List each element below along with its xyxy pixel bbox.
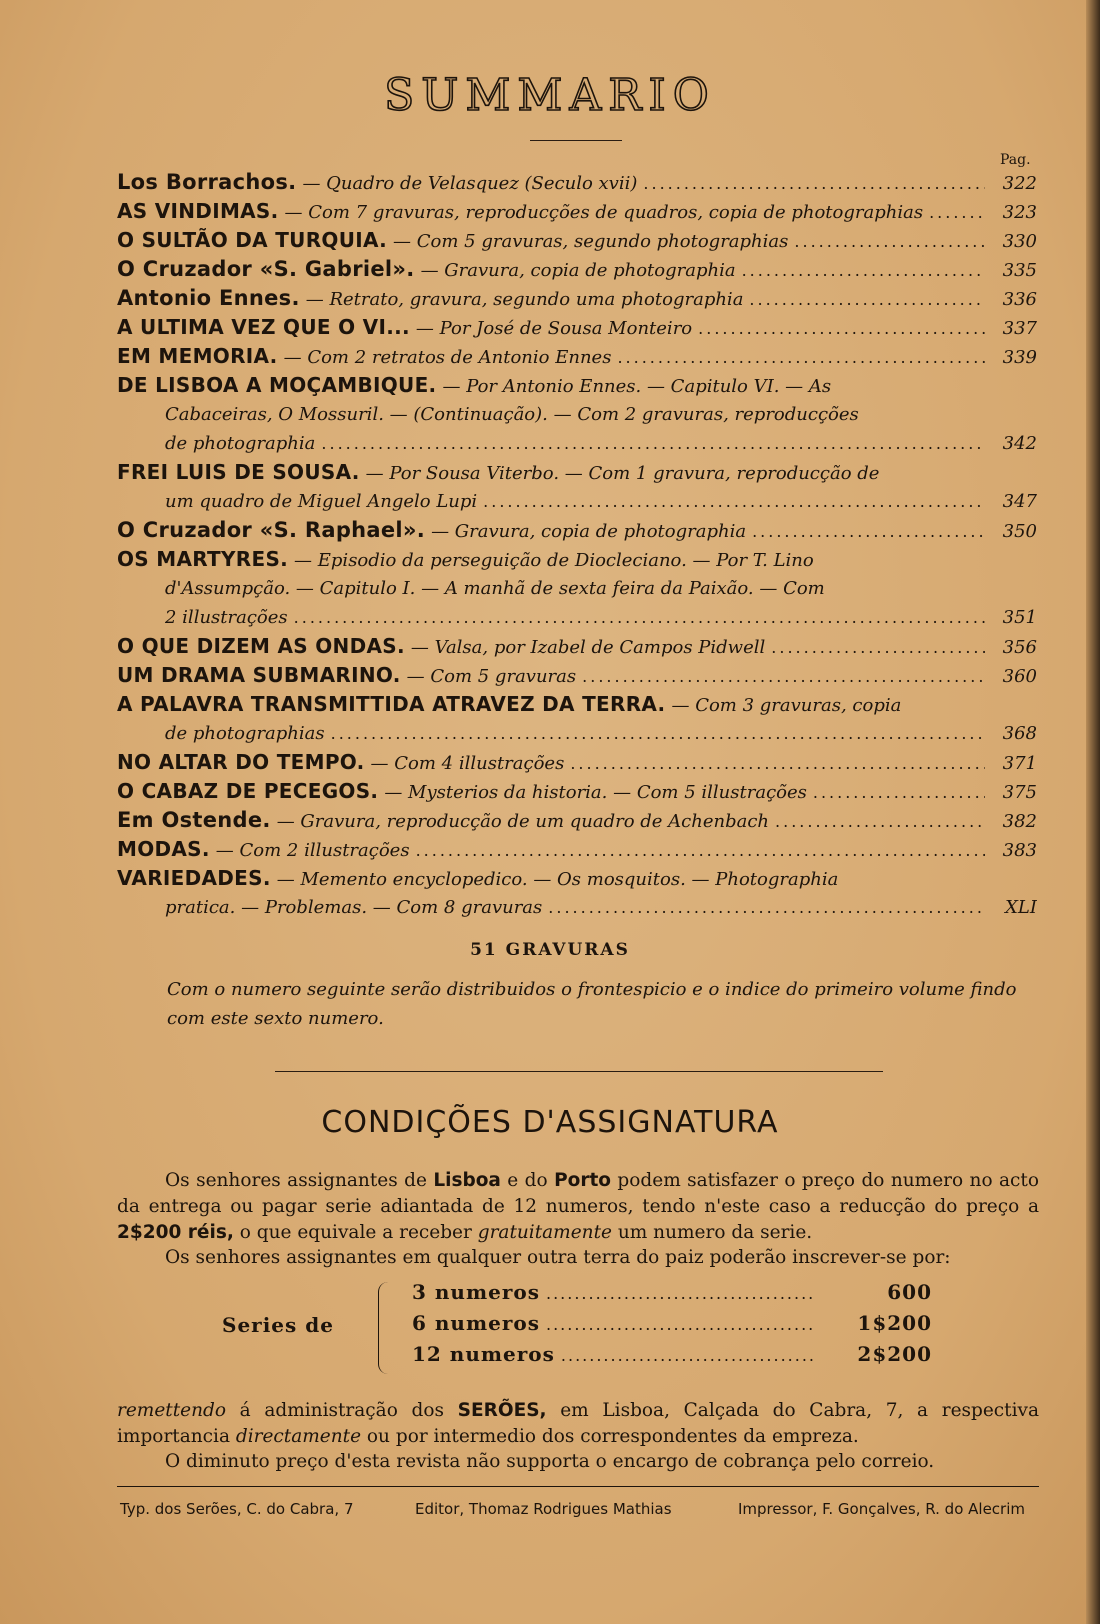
p1-bold-lisboa: Lisboa	[433, 1170, 501, 1191]
toc-description: — Com 7 gravuras, reproducções de quadros, copia de photographias	[284, 202, 924, 223]
toc-description: Cabaceiras, O Mossuril. — (Continuação). — Com 2 gravuras, reproducções	[165, 404, 859, 425]
toc-description: — Com 4 illustrações	[370, 753, 565, 774]
toc-line	[117, 371, 1037, 400]
leader-dots	[546, 1315, 816, 1334]
toc-page-number: 342	[1002, 433, 1037, 454]
toc-entry	[117, 458, 1037, 516]
page-title: SUMMARIO	[384, 70, 716, 121]
toc-line	[117, 342, 1037, 371]
toc-description: — Gravura, copia de photographia	[420, 260, 736, 281]
leader-dots	[749, 285, 985, 313]
toc-heading: Los Borrachos.	[117, 170, 297, 194]
p1-bold-price: 2$200 réis,	[117, 1222, 234, 1243]
leader-dots	[794, 227, 985, 255]
toc-page-number: 336	[1002, 289, 1037, 310]
toc-description: — Episodio da perseguição de Diocleciano. — Por T. Lino	[294, 550, 814, 571]
toc-line	[117, 603, 1037, 632]
p1-text-3: podem satisfazer o preço do numero no acto da entrega ou pagar serie adiantada de 12 numeros, tendo n'este caso a reducção do preço a	[117, 1170, 1039, 1217]
toc-heading: FREI LUIS DE SOUSA.	[117, 460, 360, 484]
toc-heading: Antonio Ennes.	[117, 286, 300, 310]
toc-description: — Com 5 gravuras, segundo photographias	[393, 231, 789, 252]
toc-line	[117, 429, 1037, 458]
toc-heading: O Cruzador «S. Raphael».	[117, 518, 426, 542]
p1-text-2: e do	[500, 1170, 555, 1191]
leader-dots	[775, 807, 985, 835]
conditions-paragraph-4: O diminuto preço d'esta revista não supporta o encargo de cobrança pelo correio.	[165, 1451, 935, 1472]
toc-entry	[117, 661, 1037, 690]
toc-line	[117, 197, 1037, 226]
toc-heading: UM DRAMA SUBMARINO.	[117, 663, 401, 687]
toc-page-number: 339	[1002, 347, 1037, 368]
leader-dots	[321, 429, 985, 458]
toc-description: — Com 5 gravuras	[406, 666, 577, 687]
toc-heading: Em Ostende.	[117, 808, 271, 832]
toc-description: — Valsa, por Izabel de Campos Pidwell	[410, 637, 766, 658]
series-brace	[378, 1282, 391, 1374]
toc-page-number: 335	[1002, 260, 1037, 281]
toc-line	[117, 690, 1037, 719]
toc-description: — Com 3 gravuras, copia	[671, 695, 902, 716]
toc-description: — Com 2 retratos de Antonio Ennes	[283, 347, 612, 368]
toc-entry	[117, 284, 1037, 313]
toc-heading: OS MARTYRES.	[117, 547, 289, 571]
toc-line	[117, 400, 1037, 429]
p1-text-1: Os senhores assignantes de	[165, 1170, 434, 1191]
leader-dots	[548, 893, 985, 922]
toc-line	[117, 516, 1037, 545]
p3-bold-seroes: SERÕES,	[457, 1400, 547, 1421]
toc-line	[117, 661, 1037, 690]
toc-page-number: 347	[1002, 491, 1037, 512]
p3-italic-remettendo: remettendo	[117, 1400, 226, 1421]
editorial-note: Com o numero seguinte serão distribuidos o frontespicio e o indice do primeiro volume findo com este sexto numero.	[167, 979, 1017, 1029]
leader-dots	[331, 719, 985, 748]
toc-heading: VARIEDADES.	[117, 866, 271, 890]
leader-dots	[294, 603, 985, 632]
toc-page-number: 351	[1002, 607, 1037, 628]
footer-rule	[117, 1486, 1039, 1487]
toc-entry	[117, 835, 1037, 864]
toc-heading: A ULTIMA VEZ QUE O VI...	[117, 315, 410, 339]
leader-dots	[570, 749, 985, 777]
series-price: 600	[887, 1280, 932, 1304]
toc-heading: O Cruzador «S. Gabriel».	[117, 257, 415, 281]
leader-dots	[698, 314, 985, 342]
series-label: Series de	[222, 1313, 334, 1337]
leader-dots	[582, 662, 985, 690]
section-divider	[275, 1071, 883, 1072]
toc-heading: NO ALTAR DO TEMPO.	[117, 750, 365, 774]
gravuras-count: 51 GRAVURAS	[470, 940, 630, 960]
toc-page-number: 360	[1002, 666, 1037, 687]
toc-page-number: 375	[1002, 782, 1037, 803]
toc-page-number: 330	[1002, 231, 1037, 252]
p3-text-1: á administração dos	[226, 1400, 458, 1421]
toc-description: pratica. — Problemas. — Com 8 gravuras	[165, 897, 543, 918]
toc-description: um quadro de Miguel Angelo Lupi	[165, 491, 478, 512]
leader-dots	[752, 517, 985, 545]
toc-line	[117, 284, 1037, 313]
toc-entry	[117, 516, 1037, 545]
toc-heading: A PALAVRA TRANSMITTIDA ATRAVEZ DA TERRA.	[117, 692, 666, 716]
leader-dots	[771, 633, 985, 661]
footer-editor: Editor, Thomaz Rodrigues Mathias	[415, 1500, 672, 1518]
toc-line	[117, 574, 1037, 603]
footer-impressor: Impressor, F. Gonçalves, R. do Alecrim	[738, 1500, 1025, 1518]
leader-dots	[742, 256, 985, 284]
toc-entry	[117, 748, 1037, 777]
footer-printer: Typ. dos Serões, C. do Cabra, 7	[120, 1500, 354, 1518]
toc-page-number: 368	[1002, 723, 1037, 744]
toc-page-number: 322	[1002, 173, 1037, 194]
series-row	[412, 1311, 932, 1335]
toc-page-number: 337	[1002, 318, 1037, 339]
toc-page-number: 350	[1002, 521, 1037, 542]
toc-entry	[117, 690, 1037, 748]
series-count: 6 numeros	[412, 1311, 540, 1335]
toc-description: — Gravura, copia de photographia	[431, 521, 747, 542]
toc-line	[117, 255, 1037, 284]
toc-heading: O CABAZ DE PECEGOS.	[117, 779, 379, 803]
toc-description: — Com 2 illustrações	[215, 840, 410, 861]
toc-description: — Por Sousa Viterbo. — Com 1 gravura, reproducção de	[365, 463, 880, 484]
p1-text-4: o que equivale a receber	[233, 1222, 478, 1243]
toc-description: — Retrato, gravura, segundo uma photographia	[305, 289, 744, 310]
toc-heading: O QUE DIZEM AS ONDAS.	[117, 634, 405, 658]
toc-entry	[117, 806, 1037, 835]
toc-line	[117, 777, 1037, 806]
leader-dots	[929, 198, 985, 226]
toc-line	[117, 835, 1037, 864]
conditions-paragraph-2: Os senhores assignantes em qualquer outra terra do paiz poderão inscrever-se por:	[165, 1247, 951, 1268]
toc-line	[117, 806, 1037, 835]
toc-line	[117, 893, 1037, 922]
toc-line	[117, 458, 1037, 487]
toc-entry	[117, 313, 1037, 342]
toc-page-number: 382	[1002, 811, 1037, 832]
toc-entry	[117, 371, 1037, 458]
leader-dots	[643, 169, 985, 197]
conditions-paragraph-3	[117, 1398, 1039, 1450]
toc-entry	[117, 777, 1037, 806]
toc-entry	[117, 342, 1037, 371]
p1-text-5: um numero da serie.	[611, 1222, 813, 1243]
toc-description: 2 illustrações	[165, 607, 288, 628]
p1-italic-gratuitamente: gratuitamente	[477, 1222, 612, 1243]
toc-line	[117, 226, 1037, 255]
p3-text-3: ou por intermedio dos correspondentes da empreza.	[361, 1426, 859, 1447]
series-price: 2$200	[857, 1342, 932, 1366]
toc-entry	[117, 168, 1037, 197]
toc-description: d'Assumpção. — Capitulo I. — A manhã de sexta feira da Paixão. — Com	[165, 578, 825, 599]
toc-line	[117, 748, 1037, 777]
toc-description: — Gravura, reproducção de um quadro de Achenbach	[276, 811, 770, 832]
title-rule	[530, 140, 622, 141]
series-price: 1$200	[857, 1311, 932, 1335]
toc-page-number: XLI	[1005, 897, 1037, 918]
toc-heading: DE LISBOA A MOÇAMBIQUE.	[117, 373, 437, 397]
toc-line	[117, 632, 1037, 661]
p3-italic-directamente: directamente	[235, 1426, 362, 1447]
conditions-title: CONDIÇÕES D'ASSIGNATURA	[321, 1105, 779, 1140]
page-edge-shadow	[1086, 0, 1100, 1624]
series-count: 12 numeros	[412, 1342, 555, 1366]
toc-description: — Quadro de Velasquez (Seculo xvii)	[302, 173, 638, 194]
toc-entry	[117, 197, 1037, 226]
toc-entry	[117, 226, 1037, 255]
toc-description: — Memento encyclopedico. — Os mosquitos. — Photographia	[276, 869, 839, 890]
series-row	[412, 1280, 932, 1304]
leader-dots	[813, 778, 985, 806]
toc-heading: EM MEMORIA.	[117, 344, 278, 368]
toc-description: — Por José de Sousa Monteiro	[415, 318, 693, 339]
toc-description: — Mysterios da historia. — Com 5 illustrações	[384, 782, 807, 803]
toc-line	[117, 545, 1037, 574]
toc-heading: AS VINDIMAS.	[117, 199, 279, 223]
toc-entry	[117, 255, 1037, 284]
toc-line	[117, 487, 1037, 516]
toc-description: de photographias	[165, 723, 325, 744]
toc-line	[117, 719, 1037, 748]
toc-entry	[117, 545, 1037, 632]
toc-description: de photographia	[165, 433, 316, 454]
leader-dots	[561, 1346, 816, 1365]
toc-page-number: 323	[1002, 202, 1037, 223]
conditions-paragraph-1	[117, 1168, 1039, 1246]
toc-entry	[117, 864, 1037, 922]
leader-dots	[483, 487, 985, 516]
toc-page-number: 383	[1002, 840, 1037, 861]
leader-dots	[546, 1284, 816, 1303]
toc-heading: O SULTÃO DA TURQUIA.	[117, 228, 388, 252]
leader-dots	[416, 836, 985, 864]
p3-text-2: em Lisboa, Calçada do Cabra, 7, a respectiva importancia	[117, 1400, 1039, 1447]
toc-line	[117, 168, 1037, 197]
series-row	[412, 1342, 932, 1366]
toc-description: — Por Antonio Ennes. — Capitulo VI. — As	[442, 376, 832, 397]
p1-bold-porto: Porto	[554, 1170, 612, 1191]
series-count: 3 numeros	[412, 1280, 540, 1304]
toc-page-number: 356	[1002, 637, 1037, 658]
page-column-label: Pag.	[1000, 152, 1031, 168]
toc-entry	[117, 632, 1037, 661]
toc-line	[117, 313, 1037, 342]
table-of-contents	[117, 168, 1037, 922]
toc-page-number: 371	[1002, 753, 1037, 774]
leader-dots	[617, 343, 985, 371]
toc-heading: MODAS.	[117, 837, 210, 861]
toc-line	[117, 864, 1037, 893]
